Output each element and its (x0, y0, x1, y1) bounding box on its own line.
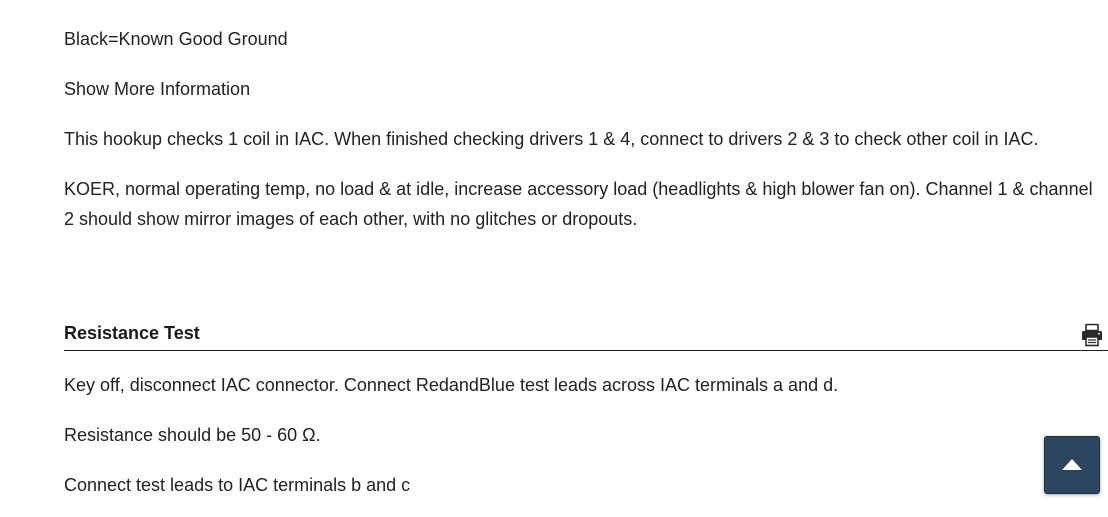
back-to-top-button[interactable] (1044, 436, 1100, 494)
printer-icon (1080, 323, 1104, 347)
koer-instructions: KOER, normal operating temp, no load & at idle, increase accessory load (headlights & high blower fan on). Channel 1 & channel 2 should show mirror images of each other, with no glitches or dropouts. (64, 179, 1093, 229)
hookup-note: This hookup checks 1 coil in IAC. When finished checking drivers 1 & 4, connect to drivers 2 & 3 to check other coil in IAC. (64, 129, 1039, 149)
ground-note: Black=Known Good Ground (64, 29, 288, 49)
resistance-step-1: Key off, disconnect IAC connector. Connect RedandBlue test leads across IAC terminals a and d. (64, 375, 839, 395)
show-more-link[interactable]: Show More Information (64, 79, 251, 99)
caret-up-icon (1061, 457, 1083, 471)
resistance-step-2: Connect test leads to IAC terminals b and c (64, 475, 411, 495)
section-title: Resistance Test (64, 323, 200, 343)
resistance-test-header (64, 318, 1108, 351)
resistance-spec: Resistance should be 50 - 60 Ω. (64, 425, 321, 445)
print-button[interactable] (1080, 323, 1104, 347)
